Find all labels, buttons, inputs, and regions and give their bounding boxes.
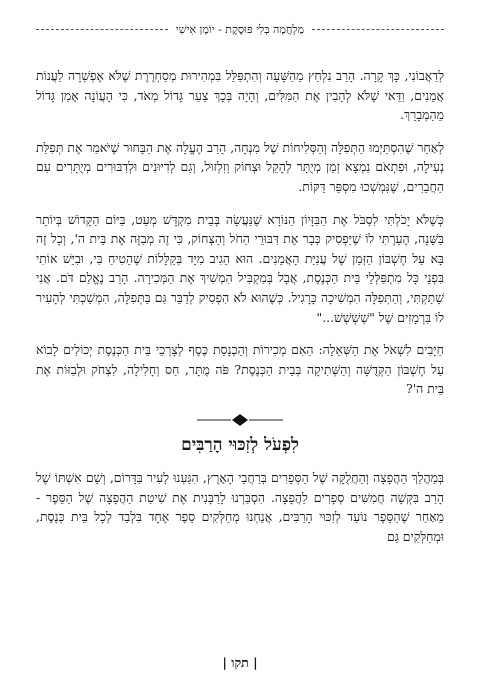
section-divider-ornament <box>36 412 444 428</box>
running-header-title: מַלְחֲמָה בְּלִי פּוּסֶקֶת - יוֹמָן אִישִׁי <box>175 22 305 36</box>
paragraph-2: לְאַחַר שֶׁהִסְתַּיְּמוּ הַתְּפִלָּה וְהַסְּלִיחוֹת שֶׁל מִנְחָה, הָרַב הֶעֱלָה אֶת הַבָּחוּר שֶׁיֹּאמַר אֶת תְּפִלַּת נְעִילָה, וּפִתְאֹם נִמְצָא זְמַן מְיֻתָּר לְהָקֵל וּצְחוֹק וְזִלְזוּל, וְגַם לְדִיּוּנִים וּלְדִבּוּרִים מְיֻתָּרִים עִם הַחֲבֵרִים, שֶׁנִּמְשְׁכוּ מִסְפַּר דַּקּוֹת. <box>36 139 444 194</box>
paragraph-4: חַיָּבִים לִשְׁאֹל אֶת הַשְּׁאֵלָה: הַאִם מְכִירוֹת וְהַכְנָסַת כֶּסֶף לְצָרְכֵי בֵּית הַכְּנֶסֶת יְכוֹלִים לָבוֹא עַל חֶשְׁבּוֹן הַקְּדֻשָּׁה וְהַשְּׁתִיקָה בְּבֵית הַכְּנֶסֶת? פֹּה מֻתָּר, חַס וְחָלִילָה, לִצְחֹק וּלְבַזּוֹת אֶת בֵּית ה'? <box>36 342 444 397</box>
diamond-ornament-icon <box>195 414 285 426</box>
section-title: לִפְעֹל לְזִכּוּי הָרַבִּים <box>181 434 299 455</box>
paragraph-3: כְּשֶׁלֹּא יָכֹלְתִּי לִסְבֹּל אֶת הַבִּזָּיוֹן הַנּוֹרָא שֶׁנַּעֲשָׂה בְּבֵית מִקְדָּשׁ מְעַט, בַּיּוֹם הַקָּדוֹשׁ בְּיוֹתֵר בַּשָּׁנָה, הֶעַרְתִּי לוֹ שֶׁיַּפְסִיק כְּבָר אֶת דִּבּוּרֵי הַחֹל וְהַצְּחוֹק, כִּי זֶה מְבַזֶּה אֶת בֵּית ה', וְכָל זֶה בָּא עַל חֶשְׁבּוֹן הַזְּמַן שֶׁל עֲנִיַּת הָאֲמֵנִים. הוּא הֵגִיב מִיָּד בְּקַלָּלוֹת שֶׁהֵטִיחַ בִּי, וּבִיֵּשׁ אוֹתִי בִּפְנֵי כָּל מִתְפַּלְּלֵי בֵּית הַכְּנֶסֶת, אֲבָל בְּמַקְבִּיל הִמְשִׁיךְ אֶת הַמְּכִירָה. הָרַב נֶאֱלַם דֹּם. אֲנִי שָׁתַקְתִּי, וְהַתְּפִלָּה הִמְשִׁיכָה כָּרָגִיל. כְּשֶׁהוּא לֹא הִפְסִיק לְדַבֵּר גַּם בַּתְּפִלָּה, הִמְשַׁכְתִּי לְהָעִיר לוֹ בִּרְמָזִים שֶׁל "שְׁשְׁשְׁשׁ..." <box>36 211 444 325</box>
page-number: | תקו | <box>222 655 258 670</box>
paragraph-1: לְדַאֲבוֹנִי, כָּךְ קָרָה. הָרַב נִלְחַץ מֵהַשָּׁעָה וְהִתְפַּלֵּל בִּמְהִירוּת מְסַחְרֶרֶת שֶׁלֹּא אֶפְשְׁרָה לַעֲנוֹת אֲמֵנִים, וַדַּאי שֶׁלֹּא לְהָבִין אֶת הַמִּלִּים, וְהָיָה בְּכָךְ צַעַר גָּדוֹל מְאֹד, כִּי הָעֲוֹנָה אָמַן גָּדוֹל מֵהַמְבָרֵךְ. <box>36 68 444 123</box>
header-rule-left <box>36 29 168 30</box>
header-rule-right <box>312 29 444 30</box>
running-header <box>36 18 444 40</box>
section-paragraph: בְּמַהֲלַךְ הַהֲפָצָה וְהַחֲלֻקָּה שֶׁל הַסְּפָרִים בְּרַחֲבֵי הָאָרֶץ, הִגַּעְנוּ לְעִיר בַּדָּרוֹם, וְשָׁם אִשְׁתּוֹ שֶׁל הָרַב בִּקְּשָׁה חֲמִשִּׁים סְפָרִים לַהֲפָצָה. הִסְבַּרְנוּ לָרַבָּנִית אֶת שִׁיטַת הַהֲפָצָה שֶׁל הַסֵּפֶר - מֵאַחַר שֶׁהַסֵּפֶר נוֹעַד לְזִכּוּי הָרַבִּים, אֲנַחְנוּ מְחַלְּקִים סֵפֶר אֶחָד בִּלְבַד לְכָל בֵּית כְּנֶסֶת, וּמְחַלְּקִים גַּם <box>36 469 444 544</box>
